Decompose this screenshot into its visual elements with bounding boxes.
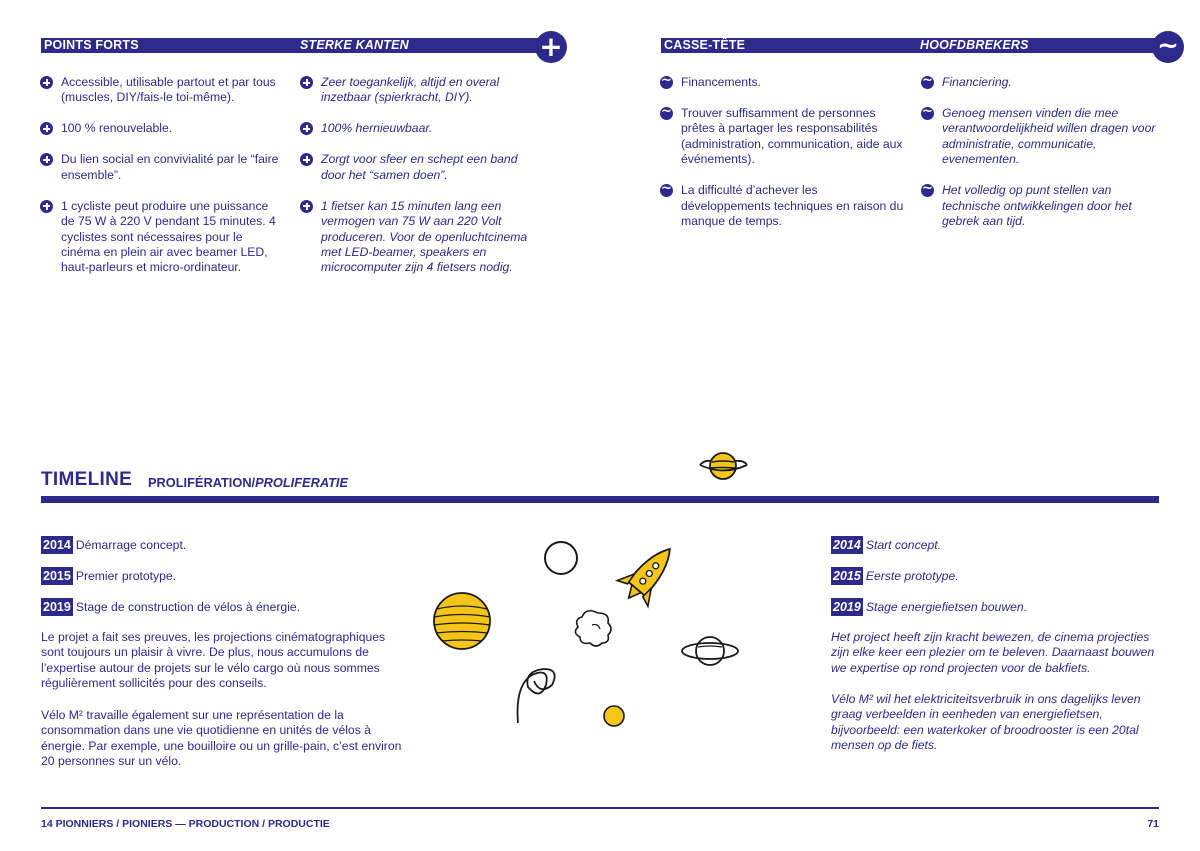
list-item: 1 cycliste peut produire une puissance de 75 W à 220 V pendant 15 minutes. 4 cyclistes sont nécessaires pour le cinéma en plein air avec beamer LED, haut-parleurs et micro-ordinateur. — [40, 199, 280, 276]
strengths-header-nl: STERKE KANTEN — [300, 38, 409, 52]
plus-bullet-icon — [40, 76, 53, 89]
tilde-bullet-icon — [660, 76, 673, 89]
timeline-paragraph-nl-2: Vélo M² wil het elektriciteitsverbruik in ons dagelijks leven graag verbeelden in eenheden van energiefietsen, bijvoorbeeld: een waterkoker of broodrooster is een 20tal mensen op de fiets. — [831, 692, 1141, 753]
plus-bullet-icon — [40, 153, 53, 166]
challenges-list-fr — [660, 75, 905, 245]
strengths-list-fr — [40, 75, 280, 291]
plus-bullet-icon — [40, 122, 53, 135]
tilde-icon: ~ — [1152, 31, 1184, 63]
list-item: ~ Het volledig op punt stellen van technische ontwikkelingen door het gebrek aan tijd. — [921, 183, 1159, 229]
year-badge: 2019 — [833, 600, 861, 614]
plus-icon: + — [535, 31, 567, 63]
list-item: Du lien social en convivialité par le “faire ensemble”. — [40, 152, 280, 183]
striped-planet-icon — [434, 593, 490, 649]
plus-bullet-icon — [300, 122, 313, 135]
year-badge: 2019 — [43, 600, 71, 614]
timeline-title: TIMELINE — [41, 469, 133, 490]
ringed-planet-icon — [696, 446, 750, 486]
tilde-bullet-icon — [660, 184, 673, 197]
list-item: Accessible, utilisable partout et par tous (muscles, DIY/fais-le toi-même). — [40, 75, 280, 106]
footer-divider — [41, 807, 1159, 809]
challenges-header — [661, 38, 1181, 53]
challenges-header-nl: HOOFDBREKERS — [920, 38, 1029, 52]
timeline-subtitle — [148, 475, 348, 490]
timeline-paragraph-nl-1: Het project heeft zijn kracht bewezen, de cinema projecties zijn elke keer een plezier om te beleven. Daarnaast bouwen we expertise op rond projecten voor de bakfiets. — [831, 630, 1155, 675]
plus-bullet-icon — [300, 153, 313, 166]
outline-moon-icon — [545, 542, 577, 574]
list-item: ~ Genoeg mensen vinden die mee verantwoordelijkheid willen dragen voor administratie, communicatie, evenementen. — [921, 106, 1159, 168]
small-yellow-moon-icon — [604, 706, 624, 726]
list-item: ~ La difficulté d’achever les développements techniques en raison du manque de temps. — [660, 183, 905, 229]
list-item: ~ Financiering. — [921, 75, 1159, 90]
timeline-event-nl: 2019 Stage energiefietsen bouwen. — [833, 600, 1028, 614]
list-item: 1 fietser kan 15 minuten lang een vermogen van 75 W aan 220 Volt produceren. Voor de openluchtcinema met LED-beamer, speakers en microcomputer zijn 4 fietsers nodig. — [300, 199, 540, 276]
list-item: ~ Financements. — [660, 75, 905, 90]
strengths-list-nl — [300, 75, 540, 291]
list-item: 100% hernieuwbaar. — [300, 121, 540, 136]
year-badge: 2014 — [43, 538, 71, 552]
year-badge: 2015 — [833, 569, 861, 583]
strengths-header-fr: POINTS FORTS — [44, 38, 139, 52]
timeline-event-fr: 2019 Stage de construction de vélos à énergie. — [43, 600, 301, 614]
timeline-subtitle-fr: PROLIFÉRATION/ — [148, 475, 256, 490]
timeline-event-nl: 2014 Start concept. — [833, 538, 942, 552]
ringed-planet-small-icon — [682, 637, 738, 665]
year-badge: 2015 — [43, 569, 71, 583]
rocket-icon — [613, 536, 685, 611]
timeline-event-nl: 2015 Eerste prototype. — [833, 569, 959, 583]
plus-bullet-icon — [300, 200, 313, 213]
list-item: Zorgt voor sfeer en schept een band door het “samen doen”. — [300, 152, 540, 183]
list-item: ~ Trouver suffisamment de personnes prêtes à partager les responsabilités (administration, communication, aide aux événements). — [660, 106, 905, 168]
tilde-bullet-icon — [921, 76, 934, 89]
tilde-bullet-icon — [921, 184, 934, 197]
timeline-event-fr: 2014 Démarrage concept. — [43, 538, 187, 552]
plus-bullet-icon — [300, 76, 313, 89]
challenges-header-fr: CASSE-TÊTE — [664, 38, 746, 52]
timeline-paragraph-fr-1: Le projet a fait ses preuves, les projections cinématographiques sont toujours un plaisir à vivre. De plus, nous accumulons de l’expertise autour de projets sur le vélo cargo où nous sommes régulièrement sollicités pour des conseils. — [41, 630, 386, 691]
timeline-subtitle-nl: PROLIFERATIE — [255, 475, 349, 490]
tilde-bullet-icon — [660, 107, 673, 120]
strengths-header — [41, 38, 555, 53]
footer-label: 14 PIONNIERS / PIONIERS — PRODUCTION / PRODUCTIE — [41, 818, 330, 830]
space-illustration — [420, 525, 820, 765]
challenges-list-nl — [921, 75, 1159, 245]
page-number: 71 — [1147, 818, 1159, 830]
timeline-paragraph-fr-2: Vélo M² travaille également sur une représentation de la consommation dans une vie quotidienne en unités de vélos à énergie. Par exemple, une bouilloire ou un grille-pain, c’est environ 20 personnes sur un vélo. — [41, 708, 402, 769]
timeline-event-fr: 2015 Premier prototype. — [43, 569, 177, 583]
list-item: 100 % renouvelable. — [40, 121, 280, 136]
list-item: Zeer toegankelijk, altijd en overal inzetbaar (spierkracht, DIY). — [300, 75, 540, 106]
loop-trail-icon — [518, 669, 555, 723]
smoke-cloud-icon — [575, 611, 611, 646]
year-badge: 2014 — [833, 538, 861, 552]
timeline-divider — [41, 496, 1159, 503]
plus-bullet-icon — [40, 200, 53, 213]
tilde-bullet-icon — [921, 107, 934, 120]
